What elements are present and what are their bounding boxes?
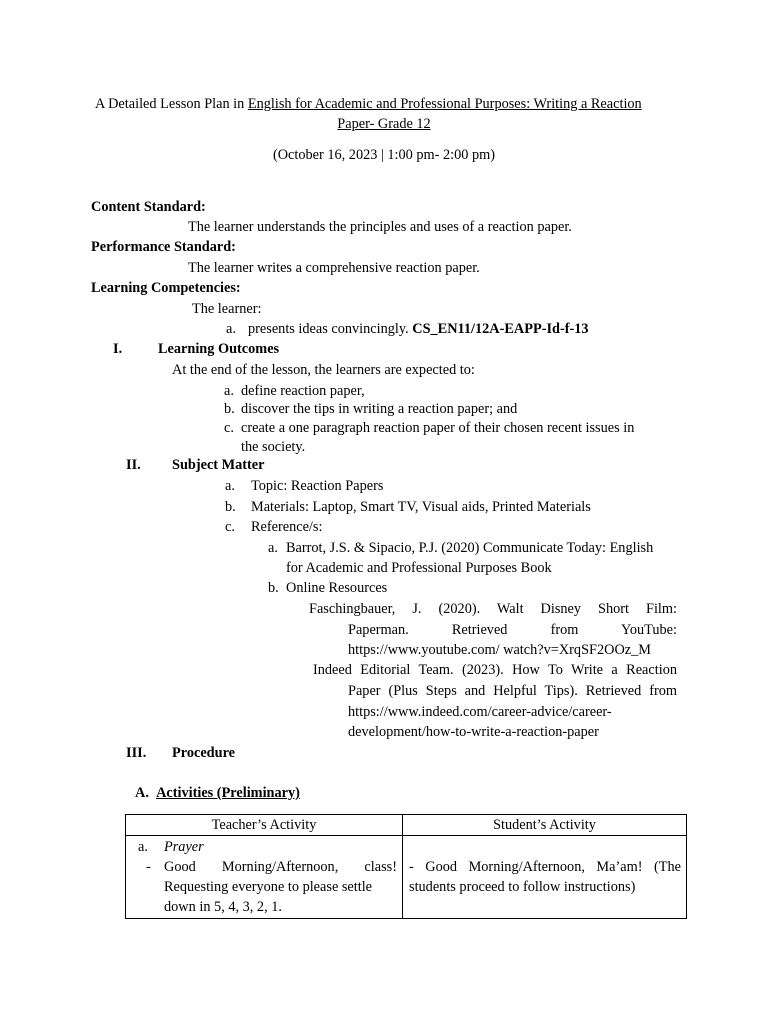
teacher-activity-line: Good Morning/Afternoon, class! bbox=[164, 859, 397, 875]
section-1-numeral: I. bbox=[113, 341, 123, 357]
subject-item-text: Topic: Reaction Papers bbox=[251, 478, 384, 494]
section-2-title: Subject Matter bbox=[172, 457, 265, 473]
reference-marker: b. bbox=[268, 580, 279, 596]
subsection-marker: A. bbox=[135, 785, 149, 801]
competencies-intro: The learner: bbox=[192, 301, 262, 317]
outcome-marker: a. bbox=[224, 383, 234, 399]
outcome-text: discover the tips in writing a reaction paper; and bbox=[241, 401, 518, 417]
title-subject-continued: Paper- Grade 12 bbox=[337, 116, 431, 132]
outcome-text: define reaction paper, bbox=[241, 383, 365, 399]
reference-text-continued: for Academic and Professional Purposes Book bbox=[286, 560, 552, 576]
subsection-title: Activities (Preliminary) bbox=[156, 785, 300, 801]
teacher-activity-line: Requesting everyone to please settle bbox=[164, 879, 373, 895]
online-resource-url: https://www.indeed.com/career-advice/career- bbox=[348, 704, 612, 720]
student-activity-cell bbox=[403, 836, 687, 919]
subsection-heading bbox=[135, 783, 300, 803]
subject-item-marker: b. bbox=[225, 499, 236, 515]
section-1-intro: At the end of the lesson, the learners are expected to: bbox=[172, 362, 475, 378]
performance-standard-text: The learner writes a comprehensive reaction paper. bbox=[188, 260, 480, 276]
outcome-text: create a one paragraph reaction paper of their chosen recent issues in bbox=[241, 420, 635, 436]
section-2-numeral: II. bbox=[126, 457, 141, 473]
online-resource-line: Paper (Plus Steps and Helpful Tips). Retrieved from bbox=[348, 683, 677, 699]
document-title-line2 bbox=[0, 114, 768, 134]
subject-item-marker: c. bbox=[225, 519, 235, 535]
table-row bbox=[126, 836, 687, 919]
teacher-activity-line: down in 5, 4, 3, 2, 1. bbox=[164, 899, 282, 915]
reference-marker: a. bbox=[268, 540, 278, 556]
competency-marker: a. bbox=[226, 321, 236, 337]
outcome-marker: b. bbox=[224, 401, 235, 417]
reference-text: Barrot, J.S. & Sipacio, P.J. (2020) Communicate Today: English bbox=[286, 540, 654, 556]
student-activity-line: - Good Morning/Afternoon, Ma’am! (The bbox=[409, 859, 681, 875]
performance-standard-label: Performance Standard: bbox=[91, 239, 236, 255]
online-resource-url: https://www.youtube.com/ watch?v=XrqSF2OOz_M bbox=[348, 642, 651, 658]
title-prefix: A Detailed Lesson Plan in bbox=[95, 96, 248, 112]
section-1-title: Learning Outcomes bbox=[158, 341, 280, 357]
outcome-text-continued: the society. bbox=[241, 439, 306, 455]
reference-text: Online Resources bbox=[286, 580, 388, 596]
online-resource-url-continued: development/how-to-write-a-reaction-paper bbox=[348, 724, 599, 740]
teacher-item-marker: a. bbox=[138, 839, 148, 855]
student-activity-line: students proceed to follow instructions) bbox=[409, 879, 636, 895]
section-3-title: Procedure bbox=[172, 745, 235, 761]
teacher-activity-header: Teacher’s Activity bbox=[126, 815, 403, 836]
subject-item-text: Reference/s: bbox=[251, 519, 323, 535]
teacher-item-title: Prayer bbox=[164, 839, 204, 855]
document-title-line1 bbox=[95, 94, 642, 114]
learning-competencies-label: Learning Competencies: bbox=[91, 280, 241, 296]
activity-table bbox=[125, 814, 687, 919]
schedule-text: (October 16, 2023 | 1:00 pm- 2:00 pm) bbox=[272, 147, 496, 163]
online-resource-line: Faschingbauer, J. (2020). Walt Disney Short Film: bbox=[309, 601, 677, 617]
online-resource-line: Paperman. Retrieved from YouTube: bbox=[348, 622, 677, 638]
subject-item-text: Materials: Laptop, Smart TV, Visual aids, Printed Materials bbox=[251, 499, 591, 515]
subject-item-marker: a. bbox=[225, 478, 235, 494]
outcome-marker: c. bbox=[224, 420, 234, 436]
section-3-numeral: III. bbox=[126, 745, 147, 761]
content-standard-text: The learner understands the principles and uses of a reaction paper. bbox=[188, 219, 572, 235]
competency-text: presents ideas convincingly. bbox=[248, 321, 413, 337]
teacher-activity-cell bbox=[126, 836, 403, 919]
teacher-dash: - bbox=[146, 859, 151, 875]
online-resource-line: Indeed Editorial Team. (2023). How To Write a Reaction bbox=[313, 662, 677, 678]
title-subject: English for Academic and Professional Purposes: Writing a Reaction bbox=[247, 96, 642, 112]
table-header-row bbox=[126, 815, 687, 836]
competency-code: CS_EN11/12A-EAPP-Id-f-13 bbox=[412, 321, 589, 337]
student-activity-header: Student’s Activity bbox=[403, 815, 687, 836]
content-standard-label: Content Standard: bbox=[91, 199, 206, 215]
competency-item bbox=[248, 319, 589, 339]
